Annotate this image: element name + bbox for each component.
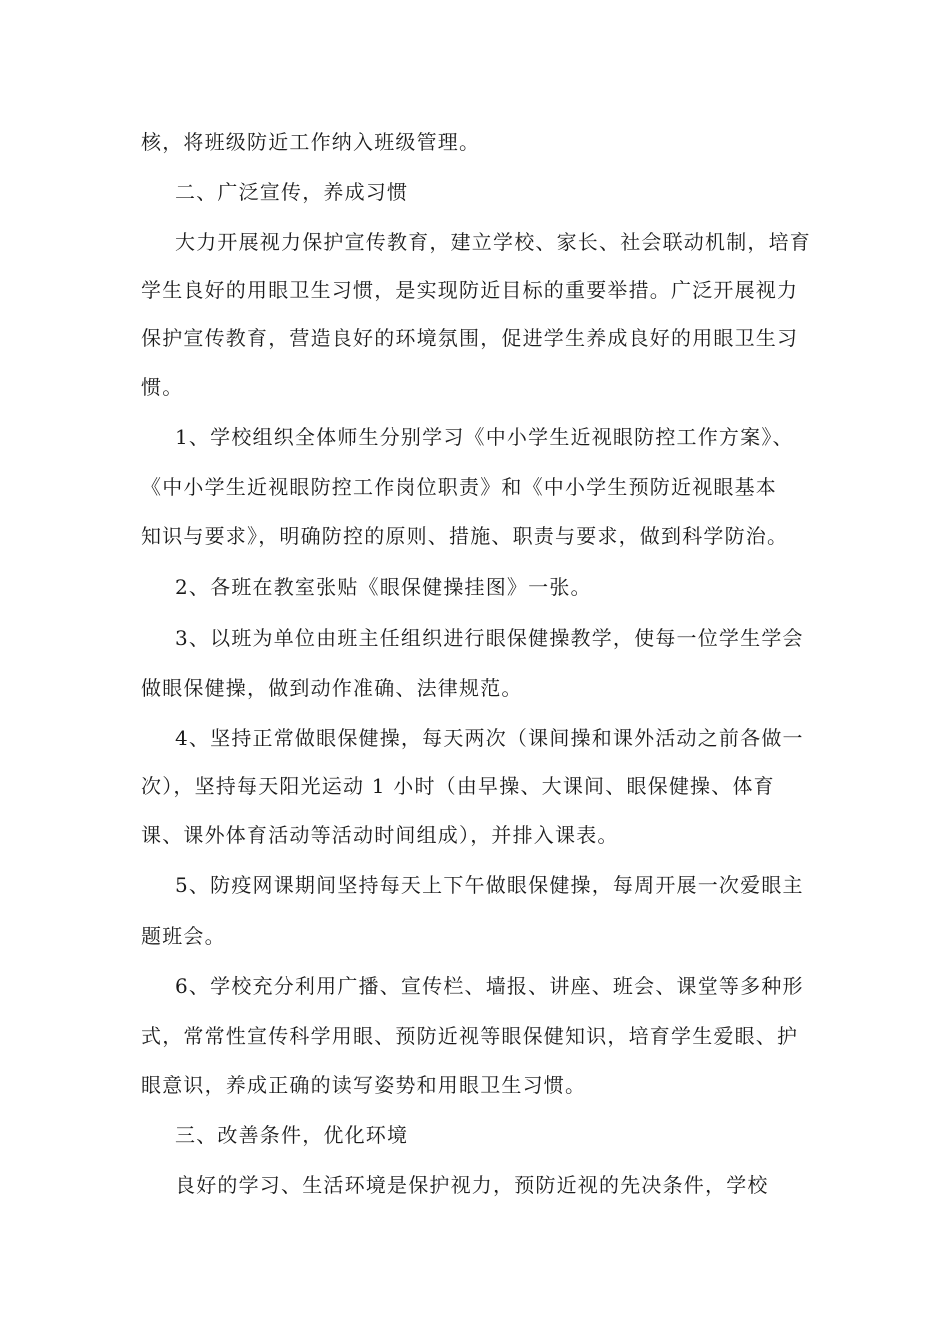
section-heading: 三、改善条件，优化环境 bbox=[175, 1123, 409, 1147]
list-item-line: 1、学校组织全体师生分别学习《中小学生近视眼防控工作方案》、 bbox=[175, 425, 794, 449]
list-item-line: 眼意识，养成正确的读写姿势和用眼卫生习惯。 bbox=[141, 1073, 587, 1097]
paragraph-line: 核，将班级防近工作纳入班级管理。 bbox=[141, 130, 481, 154]
paragraph-line: 保护宣传教育，营造良好的环境氛围，促进学生养成良好的用眼卫生习 bbox=[141, 326, 799, 350]
paragraph-line: 惯。 bbox=[141, 375, 184, 399]
list-item-line: 6、学校充分利用广播、宣传栏、墙报、讲座、班会、课堂等多种形 bbox=[175, 974, 804, 998]
list-item-line: 5、防疫网课期间坚持每天上下午做眼保健操，每周开展一次爱眼主 bbox=[175, 873, 804, 897]
paragraph-line: 大力开展视力保护宣传教育，建立学校、家长、社会联动机制，培育 bbox=[175, 230, 811, 254]
list-item-line: 次），坚持每天阳光运动 1 小时（由早操、大课间、眼保健操、体育 bbox=[141, 774, 775, 798]
paragraph-line: 良好的学习、生活环境是保护视力，预防近视的先决条件，学校 bbox=[175, 1173, 769, 1197]
list-item-line: 式，常常性宣传科学用眼、预防近视等眼保健知识，培育学生爱眼、护 bbox=[141, 1024, 799, 1048]
list-item-line: 课、课外体育活动等活动时间组成），并排入课表。 bbox=[141, 823, 619, 847]
list-item-line: 2、各班在教室张贴《眼保健操挂图》一张。 bbox=[175, 575, 592, 599]
list-item-line: 《中小学生近视眼防控工作岗位职责》和《中小学生预防近视眼基本 bbox=[141, 475, 777, 499]
list-item-line: 4、坚持正常做眼保健操，每天两次（课间操和课外活动之前各做一 bbox=[175, 726, 804, 750]
list-item-line: 3、以班为单位由班主任组织进行眼保健操教学，使每一位学生学会 bbox=[175, 626, 804, 650]
list-item-line: 题班会。 bbox=[141, 924, 226, 948]
list-item-line: 知识与要求》，明确防控的原则、措施、职责与要求，做到科学防治。 bbox=[141, 524, 789, 548]
list-item-line: 做眼保健操，做到动作准确、法律规范。 bbox=[141, 676, 523, 700]
paragraph-line: 学生良好的用眼卫生习惯，是实现防近目标的重要举措。广泛开展视力 bbox=[141, 278, 799, 302]
section-heading: 二、广泛宣传，养成习惯 bbox=[175, 180, 409, 204]
